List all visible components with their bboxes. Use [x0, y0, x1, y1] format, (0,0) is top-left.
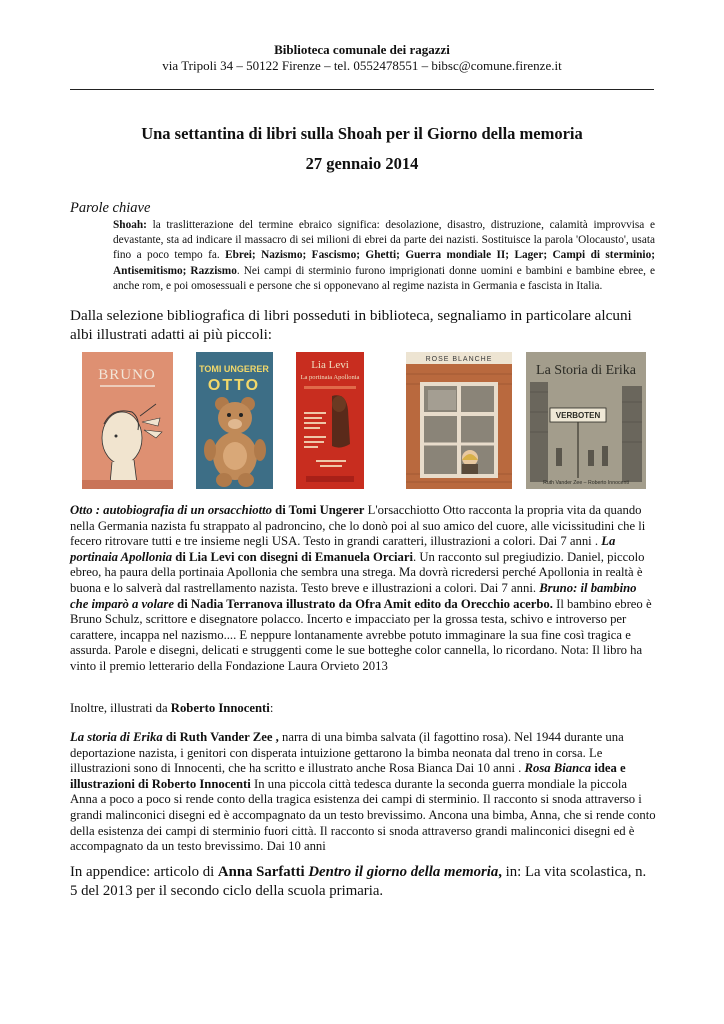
book-desc-rosa-bianca: In una piccola città tedesca durante la seconda guerra mondiale la piccola Anna a poco a poco si rende conto della tragica esistenza dei campi di sterminio. Il racconto si snoda attraverso i grandi malinconici disegni ed è accompagnato da un testo brevissimo. Ancona una bimba, Anna, che si rende conto della esistenza dei campi di sterminio fuori città. Il racconto si snoda attraverso grandi malinconici disegni ed è accompagnato da un testo brevissimo. Dai 10 anni	[70, 776, 656, 854]
illustrator-suffix: :	[269, 701, 274, 715]
book-desc-otto: L'orsacchiotto Otto racconta la propria vita da quando nella Germania nazista fu strappato al padroncino, che lo donò poi al suo amico del cuore, alle vicissitudini che li fecero ritrovare tutti e tre insieme negli USA. Testo in grandi caratteri, illustrazioni a colori. Dai 7 anni .	[70, 503, 646, 549]
book-covers-row	[0, 352, 724, 490]
cover-otto-title: OTTO	[207, 377, 261, 394]
paragraph-books-1	[70, 503, 656, 675]
book-title-erika: La storia di Erika	[70, 730, 163, 744]
document-title: Una settantina di libri sulla Shoah per il Giorno della memoria	[141, 124, 583, 143]
intro-paragraph: Dalla selezione bibliografica di libri posseduti in biblioteca, segnaliamo in particolare alcuni albi illustrati adatti ai più piccoli:	[70, 307, 632, 343]
appendix-comma: ,	[498, 864, 502, 880]
illustrator-name: Roberto Innocenti	[170, 701, 270, 715]
header-divider	[70, 89, 654, 90]
book-author-bruno: di Nadia Terranova illustrato da Ofra Amit edito da Orecchio acerbo.	[173, 596, 553, 611]
appendix-rest: in: La vita scolastica, n. 5 del 2013 per il secondo ciclo della scuola primaria.	[70, 864, 647, 899]
book-author-rosa-bianca: idea e illustrazioni di Roberto Innocenti	[70, 761, 626, 791]
cover-erika	[526, 352, 646, 489]
keyword-text-2: . Nei campi di sterminio furono imprigionati donne uomini e bambini e bambine ebree, e anche rom, e poi omosessuali e persone che si opponevano al regime nazista in Germania e fascista in Italia.	[113, 264, 655, 292]
library-address: via Tripoli 34 – 50122 Firenze – tel. 0552478551 – bibsc@comune.firenze.it	[162, 58, 562, 73]
cover-rose-title: ROSE BLANCHE	[425, 356, 493, 363]
library-name: Biblioteca comunale dei ragazzi	[274, 42, 450, 57]
document-date: 27 gennaio 2014	[305, 154, 419, 173]
keywords-definition	[113, 218, 655, 294]
illustrator-prefix: Inoltre, illustrati da	[70, 701, 171, 715]
cover-erika-title: La Storia di Erika	[536, 363, 636, 378]
cover-erika-author: Ruth Vander Zee – Roberto Innocenti	[543, 480, 629, 486]
book-desc-apollonia: . Un racconto sul pregiudizio. Daniel, piccolo ebreo, ha paura della portinaia Apollonia che sembra una strega. Ma dovrà ricredersi perché Apollonia in realtà è buona e lo salverà dal rastrellamento nazista. Testo breve e illustrazioni a colori. Dai 7 anni.	[70, 549, 645, 595]
keywords-heading: Parole chiave	[70, 200, 151, 216]
appendix-prefix: In appendice: articolo di	[70, 864, 218, 880]
cover-rose-blanche	[406, 352, 512, 489]
cover-apollonia-title: La portinaia Apollonia	[300, 374, 360, 381]
book-title-bruno: Bruno: il bambino che imparò a volare	[70, 580, 637, 611]
keyword-bold-terms: Ebrei; Nazismo; Fascismo; Ghetti; Guerra mondiale II; Lager; Campi di sterminio; Antisemitismo; Razzismo	[113, 249, 655, 277]
cover-bruno-title: BRUNO	[98, 367, 156, 383]
cover-apollonia-author: Lia Levi	[311, 359, 349, 371]
paragraph-illustrator	[70, 701, 656, 716]
book-author-apollonia: di Lia Levi con disegni di Emanuela Orciari	[172, 549, 413, 564]
book-desc-bruno: Il bambino ebreo è Bruno Schulz, scrittore e disegnatore polacco. Incerto e impacciato per la grossa testa, schivo e introverso per carattere, incappa nel nazismo.... E neppure lontanamente avrebbe potuto immaginare la sua fine così tragica e assurda. Parole e disegni, delicati e struggenti come le sue botteghe color cannella, lo ricordano. Nota: Il libro ha vinto il premio letterario della Fondazione Laura Orvieto 2013	[70, 596, 652, 673]
cover-otto	[196, 352, 273, 489]
keyword-term: Shoah:	[113, 219, 147, 231]
keyword-text-1: la traslitterazione del termine ebraico significa: desolazione, disastro, distruzione, calamità improvvisa e devastante, sta ad indicare il massacro di sei milioni di ebrei da parte dei nazisti. Sostituisce la parola 'Olocausto', usata fino a poco tempo fa.	[113, 219, 655, 262]
appendix-article-title: Dentro il giorno della memoria	[304, 864, 499, 880]
book-author-erika: di Ruth Vander Zee ,	[162, 730, 279, 744]
book-title-rosa-bianca: Rosa Bianca	[524, 761, 592, 776]
cover-bruno	[82, 352, 173, 489]
paragraph-appendix	[70, 863, 656, 901]
book-title-otto: Otto : autobiografia di un orsacchiotto	[70, 503, 272, 517]
cover-apollonia	[296, 352, 364, 489]
cover-erika-sign: VERBOTEN	[555, 411, 601, 420]
book-author-otto: di Tomi Ungerer	[271, 503, 365, 517]
book-title-apollonia: La portinaia Apollonia	[70, 534, 616, 564]
appendix-author: Anna Sarfatti	[217, 864, 305, 880]
paragraph-books-2	[70, 730, 656, 855]
book-desc-erika: narra di una bimba salvata (il fagottino rosa). Nel 1944 durante una deportazione nazista, i genitori con disperata intuizione gettarono la bimba neonata dal treno in corsa. Le illustrazioni sono di Innocenti, che ha scritto e illustrato anche Rosa Bianca Dai 10 anni .	[70, 730, 624, 776]
cover-otto-author: TOMI UNGERER	[199, 364, 269, 374]
